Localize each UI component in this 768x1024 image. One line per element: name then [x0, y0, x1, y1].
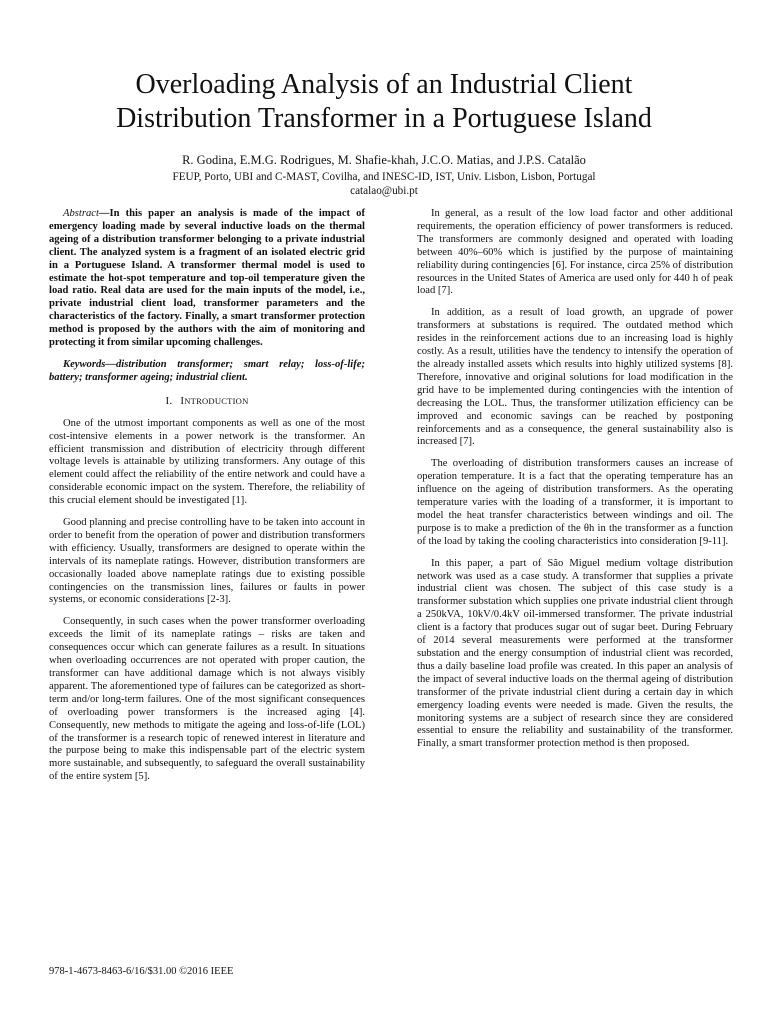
section-title-rest: NTRODUCTION: [184, 395, 249, 406]
body-paragraph: Good planning and precise controlling have to be taken into account in order to benefit from the operation of power and distribution transformers with efficiency. Usually, transformers are designed to operate within the intervals of its nameplate ratings. However, distribution transformers are occasionally loaded above nameplate ratings due to existing possible contingencies on the transmission lines, failures or faults in power systems, or economic considerations [2-3].: [49, 517, 365, 606]
contact-email: catalao@ubi.pt: [350, 185, 418, 197]
keywords-text: —distribution transformer; smart relay; loss-of-life; battery; transformer ageing; industrial client.: [49, 358, 365, 383]
body-paragraph: In addition, as a result of load growth, an upgrade of power transformers at substations is required. The outdated method which resides in the reinforcement actions due to an increasing load is highly costly. As a result, utilities have the tendency to intensify the operation of the already installed assets which results into highly utilized systems [8]. Therefore, innovative and original solutions for load modification in the grid have to be implemented during contingencies with the intention of decreasing the LOL. Thus, the transformer utilization efficiency can be improved and economic savings can be reached by postponing reinforcements and as a consequence, the general sustainability also is increased [7].: [417, 307, 733, 448]
right-column: [417, 208, 733, 760]
title-line-2: Distribution Transformer in a Portuguese Island: [116, 103, 652, 134]
abstract-text: —In this paper an analysis is made of the impact of emergency loading made by several inductive loads on the thermal ageing of a distribution transformer belonging to a private industrial client. The analyzed system is a fragment of an isolated electric grid in a Portuguese Island. A transformer thermal model is used to estimate the hot-spot temperature and top-oil temperature given the load ratio. Real data are used for the main inputs of the model, i.e., private industrial client load, transformer parameters and the characteristics of the factory. Finally, a smart transformer protection method is proposed by the authors with the aim of monitoring and protecting it from similar upcoming challenges.: [49, 208, 365, 349]
affiliation: FEUP, Porto, UBI and C-MAST, Covilha, and INESC-ID, IST, Univ. Lisbon, Lisbon, Portugal: [172, 171, 596, 183]
body-paragraph: In this paper, a part of São Miguel medium voltage distribution network was used as a case study. A transformer that supplies a private industrial client was chosen. The subject of this case study is a transformer substation which supplies one private industrial client through a 250kVA, 10kV/0.4kV oil-immersed transformer. The private industrial client is a factory that produces sugar out of sugar beet. During February of 2014 several measurements were performed at the transformer substation and the energy consumption of industrial client was recorded, thus a daily baseline load profile was created. In this paper an analysis of the impact of several inductive loads on the thermal ageing of distribution transformer of the private industrial client during a certain day in which emergency loading events were needed is made. Given the results, the monitoring systems are a subject of research since they are considered essential to ensure the reliability and sustainability of the transformer. Finally, a smart transformer protection method is then proposed.: [417, 557, 733, 750]
keywords-label: Keywords: [63, 358, 106, 370]
section-title-initial: I: [180, 394, 185, 407]
section-heading-introduction: [49, 395, 365, 408]
left-column: [49, 208, 365, 793]
body-paragraph: Consequently, in such cases when the power transformer overloading exceeds the limit of its nameplate ratings – risks are taken and consequences occur which can generate failures as a result. In situations when overloading occurrences are not operated with proper caution, the transformer can have additional damage which is not always visibly apparent. The aforementioned type of failures can be categorized as short-term and/or long-term failures. One of the most significant consequences of overloading power transformers is the increased aging [4]. Consequently, new methods to mitigate the ageing and loss-of-life (LOL) of the transformer is a research topic of renewed interest in literature and the purpose being to make this indispensable part of the electric system more sustainable, and subsequently, to safeguard the overall sustainability of the entire system [5].: [49, 616, 365, 783]
author-list: R. Godina, E.M.G. Rodrigues, M. Shafie-khah, J.C.O. Matias, and J.P.S. Catalão: [182, 153, 586, 167]
section-number: I.: [165, 394, 173, 407]
keywords: [49, 359, 365, 385]
body-paragraph: The overloading of distribution transformers causes an increase of operation temperature. It is a fact that the operating temperature has an influence on the ageing of distribution transformers. As the operating temperature varies with the loading of a transformer, it is important to model the heat transfer characteristics between windings and oil. The purpose is to make a prediction of the θh in the transformer as a function of the load by taking the cooling characteristics into consideration [9-11].: [417, 458, 733, 547]
copyright-footer: 978-1-4673-8463-6/16/$31.00 ©2016 IEEE: [49, 966, 234, 977]
body-paragraph: One of the utmost important components as well as one of the most cost-intensive elements in a power network is the transformer. An efficient transmission and distribution of electricity through different voltage levels is attainable by utilizing transformers. Any outage of this element could affect the reliability of the entire network and could have a considerable economic impact on the system. Therefore, the reliability of this crucial element should be investigated [1].: [49, 417, 365, 507]
abstract-label: Abstract: [63, 208, 99, 219]
abstract: [49, 208, 365, 350]
body-paragraph: In general, as a result of the low load factor and other additional requirements, the operation efficiency of power transformers is reduced. The transformers are commonly designed and operated with loading between 40%–60% which is justified by the purpose of maintaining reliability during contingencies [6]. For instance, circa 25% of distribution resources in the United States of America are used only for 440 h of peak load [7].: [417, 208, 733, 297]
title-line-1: Overloading Analysis of an Industrial Client: [135, 69, 633, 100]
paper-title: [40, 68, 728, 136]
